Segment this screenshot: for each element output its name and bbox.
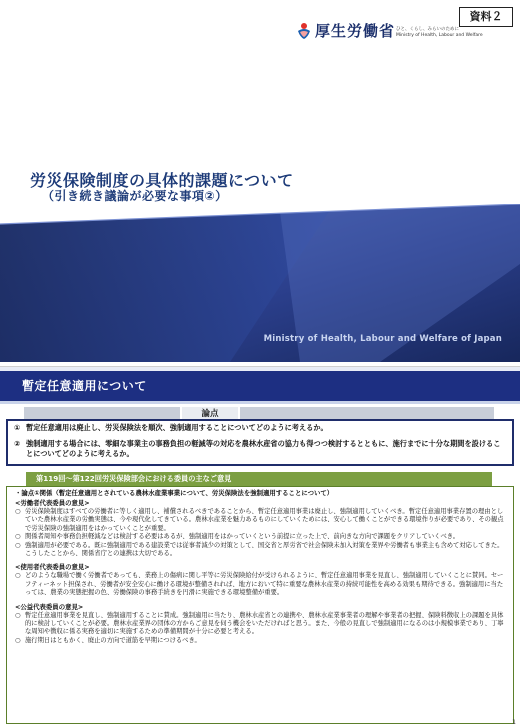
cover-band-caption: Ministry of Health, Labour and Welfare of Japan [263, 334, 502, 344]
opinions-header: 第119回～第122回労災保険部会における委員の主なご意見 [26, 472, 492, 486]
issue-number: ① [14, 423, 21, 432]
tagline-jp: ひと、くらし、みらいのために [396, 27, 459, 32]
issue-text: 強制適用する場合には、零細な事業主の事務負担の軽減等の対応を農林水産省の協力も得つつ検討するとともに、施行までに十分な期間を設けることについてどのように考えるか。 [26, 439, 501, 458]
ministry-name: 厚生労働省 [315, 22, 396, 40]
opinion-text: 関係者周知や事務負担軽減などは検討する必要はあるが、強制適用をはかっていくという前提に立った上で、前向きな方向で課題をクリアしていくべき。 [25, 533, 460, 541]
issue-number: ② [14, 439, 21, 448]
opinions-box [6, 486, 514, 724]
opinion-group-heading: <労働者代表委員の意見> [15, 499, 90, 507]
circle-bullet-icon: ○ [15, 636, 21, 644]
issue-item [14, 439, 506, 459]
ministry-logo-icon [296, 22, 312, 40]
opinion-item [15, 572, 505, 597]
document-badge: 資料２ [459, 7, 513, 27]
section-header-top-strip [0, 367, 520, 371]
opinion-item [15, 533, 505, 541]
page-number: 1 [512, 719, 516, 726]
opinion-text: どのような職場で働く労働者であっても、業務上の傷病に関し平等に労災保険給付が受けられるように、暫定任意適用事業を見直し、強制適用していくことに賛同。セーフティーネット担保され、労働者が安全安心に働ける環境が整備されれば、地方において特に重要な農林水産業の持続可能性を高める効果も期待できる。強制適用に当たっては、農業の実態把握の色、労働保険の事務手続きを円滑に実施できる環境整備が重要。 [25, 572, 504, 597]
circle-bullet-icon: ○ [15, 541, 21, 549]
opinion-item [15, 612, 505, 637]
ministry-tagline [396, 27, 506, 39]
section-divider [0, 401, 520, 404]
opinion-text: 施行期日はともかく、廃止の方向で道筋を早期につけるべき。 [25, 636, 201, 644]
opinion-text: 暫定任意適用事業を見直し、強制適用することに賛成。強制適用に当たり、農林水産省との連携や、農林水産業事業者の理解や事業者の把握、保険料徴収上の課題を具体的に検討していくことが必要。農林水産業界の団体の方からご意見を伺う機会をいただければと思う。また、今般の見直しで強制適用になるのは小規模事業であり、丁寧な周知や徴収に係る実務を適切に実施するための準備期間が十分に必要と考える。 [25, 611, 504, 636]
circle-bullet-icon: ○ [15, 508, 21, 515]
cover-slide [0, 0, 520, 362]
opinion-topic: ・論点①関係（暫定任意適用とされている農林水産業事業について、労災保険法を強制適用することについて） [15, 489, 334, 497]
issues-box [6, 419, 514, 466]
opinion-item [15, 508, 505, 533]
cover-title: 労災保険制度の具体的課題について [30, 171, 294, 190]
circle-bullet-icon: ○ [15, 611, 21, 619]
opinion-group-heading: <公益代表委員の意見> [15, 602, 84, 611]
issues-label: 論点 [180, 407, 240, 422]
issue-text: 暫定任意適用は廃止し、労災保険法を順次、強制適用することについてどのように考えるか。 [26, 423, 328, 432]
content-slide [0, 366, 520, 728]
opinion-item [15, 542, 505, 559]
circle-bullet-icon: ○ [15, 533, 21, 541]
issue-item [14, 423, 506, 433]
opinion-group-heading: <使用者代表委員の意見> [15, 563, 90, 572]
cover-subtitle: （引き続き議論が必要な事項②） [42, 189, 228, 203]
tagline-en: Ministry of Health, Labour and Welfare [396, 33, 483, 38]
opinion-text: 強制適用が必要である。既に強制適用である建設業では従事者減少の対策として、国交省と厚労省で社会保険未加入対策を業界や労働者も事業主も含めて対応してきた。こうしたことから、関係省庁との連携は大切である。 [25, 541, 504, 558]
ministry-logo [296, 20, 395, 41]
opinion-text: 労災保険制度はすべての労働者に等しく適用し、補償されるべきであることから、暫定任意適用事業は廃止し、強制適用していくべき。暫定任意適用事業存置の理由としていた農林水産業の労働実態は、今や現代化してきている。農林水産業を魅力あるものにしていくためには、安心して働くことができる環境作りが必要であり、その観点で労災保険の強制適用をはかっていくことが重要。 [25, 508, 504, 532]
section-title: 暫定任意適用について [22, 379, 147, 393]
circle-bullet-icon: ○ [15, 572, 21, 580]
opinion-item [15, 637, 505, 645]
